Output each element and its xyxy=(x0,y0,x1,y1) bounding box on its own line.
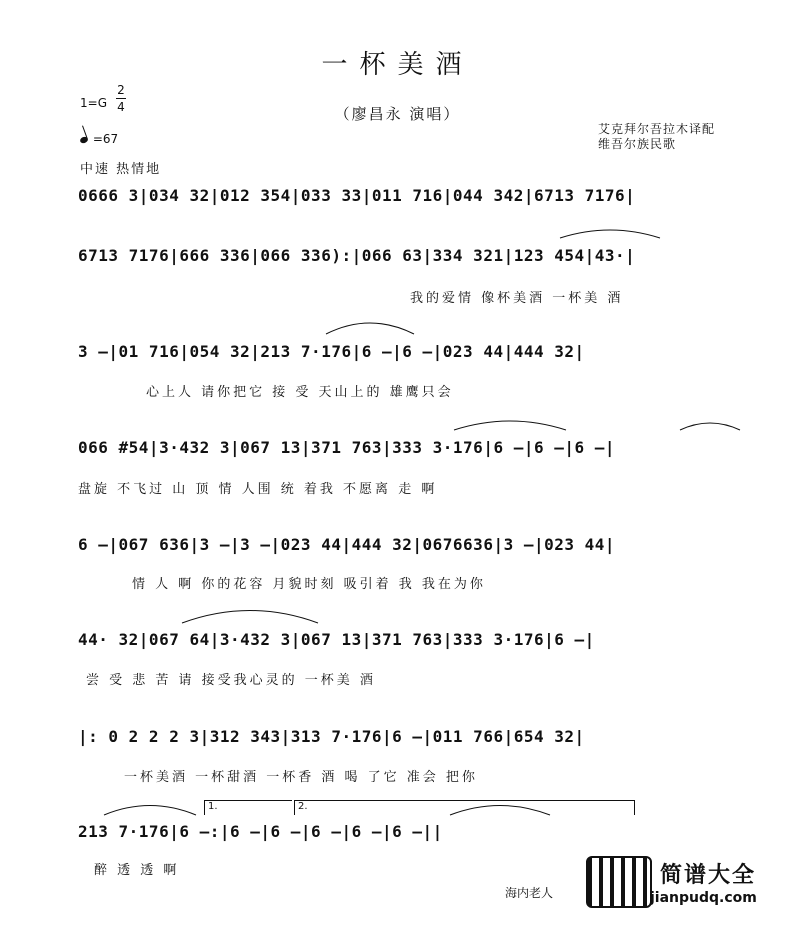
score-row-6-notes: 44· 32|067 64|3·432 3|067 13|371 763|333 3·176|6 –| xyxy=(78,630,595,649)
score-row-5-notes: 6 –|067 636|3 –|3 –|023 44|444 32|0676636|3 –|023 44| xyxy=(78,535,616,554)
score-row-2-lyrics: 我的爱情 像杯美酒 一杯美 酒 xyxy=(410,291,624,306)
tempo-value: =67 xyxy=(92,132,119,146)
score-row-5-lyrics: 情 人 啊 你的花容 月貌时刻 吸引着 我 我在为你 xyxy=(132,577,486,592)
first-ending-label: 1. xyxy=(208,801,218,812)
song-title: 一杯美酒 xyxy=(321,50,474,80)
score-row-3-lyrics: 心上人 请你把它 接 受 天山上的 雄鹰只会 xyxy=(146,385,454,400)
credit-origin: 维吾尔族民歌 xyxy=(598,137,677,151)
score-row-1-notes: 0666 3|034 32|012 354|033 33|011 716|044 342|6713 7176| xyxy=(78,186,636,205)
score-row-7-notes: |: 0 2 2 2 3|312 343|313 7·176|6 –|011 766|654 32| xyxy=(78,727,585,746)
site-url: jianpudq.com xyxy=(650,890,757,906)
source-credit: 海内老人 xyxy=(505,886,554,900)
performer-subtitle: （廖昌永 演唱） xyxy=(334,105,461,123)
piano-keys-logo-icon xyxy=(586,856,652,908)
credit-translator: 艾克拜尔吾拉木译配 xyxy=(598,122,716,136)
score-row-4-notes: 066 #54|3·432 3|067 13|371 763|333 3·176|6 –|6 –|6 –| xyxy=(78,438,616,457)
score-row-6-lyrics: 尝 受 悲 苦 请 接受我心灵的 一杯美 酒 xyxy=(86,673,376,688)
score-row-4-lyrics: 盘旋 不飞过 山 顶 情 人围 统 着我 不愿离 走 啊 xyxy=(78,482,438,497)
expression-marking: 中速 热情地 xyxy=(80,162,162,177)
score-row-2-notes: 6713 7176|666 336|066 336):|066 63|334 321|123 454|43·| xyxy=(78,246,636,265)
score-row-8-lyrics: 醉 透 透 啊 xyxy=(94,863,180,878)
score-row-8-notes: 213 7·176|6 –:|6 –|6 –|6 –|6 –|6 –|| xyxy=(78,822,443,841)
time-sig-bottom: 4 xyxy=(117,100,125,114)
score-row-3-notes: 3 –|01 716|054 32|213 7·176|6 –|6 –|023 44|444 32| xyxy=(78,342,585,361)
second-ending-label: 2. xyxy=(298,801,308,812)
score-row-7-lyrics: 一杯美酒 一杯甜酒 一杯香 酒 喝 了它 准会 把你 xyxy=(124,770,478,785)
site-name: 简谱大全 xyxy=(660,863,757,888)
time-sig-top: 2 xyxy=(117,83,125,97)
key-signature: 1=G xyxy=(80,96,107,110)
